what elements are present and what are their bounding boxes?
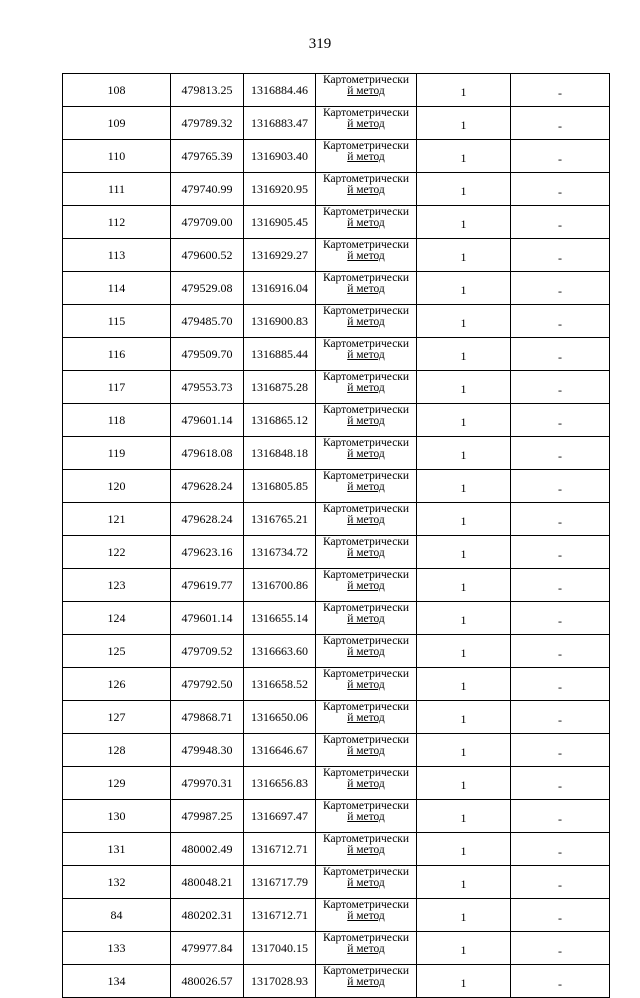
method-cell bbox=[316, 74, 417, 107]
y-coordinate-cell: 1316848.18 bbox=[244, 437, 316, 470]
point-number-cell: 117 bbox=[63, 371, 171, 404]
accuracy-cell: 1 bbox=[417, 404, 511, 437]
note-cell: - bbox=[511, 173, 610, 206]
note-cell: - bbox=[511, 536, 610, 569]
note-cell: - bbox=[511, 602, 610, 635]
point-number-cell: 114 bbox=[63, 272, 171, 305]
method-line-2: й метод bbox=[347, 481, 385, 493]
point-number-cell: 121 bbox=[63, 503, 171, 536]
accuracy-cell: 1 bbox=[417, 965, 511, 998]
method-line-1: Картометрически bbox=[322, 371, 410, 383]
point-number-cell: 84 bbox=[63, 899, 171, 932]
table-body bbox=[63, 74, 610, 998]
point-number-cell: 110 bbox=[63, 140, 171, 173]
method-line-2: й метод bbox=[347, 415, 385, 427]
method-cell bbox=[316, 239, 417, 272]
coordinates-table bbox=[62, 73, 610, 998]
method-cell bbox=[316, 536, 417, 569]
method-line-1: Картометрически bbox=[322, 701, 410, 713]
accuracy-cell: 1 bbox=[417, 371, 511, 404]
table-row bbox=[63, 404, 610, 437]
method-line-2: й метод bbox=[347, 877, 385, 889]
x-coordinate-cell: 480048.21 bbox=[171, 866, 244, 899]
method-line-1: Картометрически bbox=[322, 470, 410, 482]
y-coordinate-cell: 1316875.28 bbox=[244, 371, 316, 404]
y-coordinate-cell: 1316929.27 bbox=[244, 239, 316, 272]
x-coordinate-cell: 479792.50 bbox=[171, 668, 244, 701]
note-cell: - bbox=[511, 800, 610, 833]
method-cell bbox=[316, 305, 417, 338]
table-row bbox=[63, 107, 610, 140]
method-line-1: Картометрически bbox=[322, 734, 410, 746]
method-cell bbox=[316, 767, 417, 800]
accuracy-cell: 1 bbox=[417, 602, 511, 635]
method-line-2: й метод bbox=[347, 580, 385, 592]
x-coordinate-cell: 479868.71 bbox=[171, 701, 244, 734]
method-cell bbox=[316, 932, 417, 965]
note-cell: - bbox=[511, 338, 610, 371]
method-line-2: й метод bbox=[347, 976, 385, 988]
accuracy-cell: 1 bbox=[417, 569, 511, 602]
x-coordinate-cell: 479485.70 bbox=[171, 305, 244, 338]
table-row bbox=[63, 536, 610, 569]
method-line-1: Картометрически bbox=[322, 536, 410, 548]
point-number-cell: 134 bbox=[63, 965, 171, 998]
method-cell bbox=[316, 371, 417, 404]
note-cell: - bbox=[511, 635, 610, 668]
note-cell: - bbox=[511, 899, 610, 932]
method-cell bbox=[316, 107, 417, 140]
table-row bbox=[63, 800, 610, 833]
accuracy-cell: 1 bbox=[417, 305, 511, 338]
table-row bbox=[63, 668, 610, 701]
y-coordinate-cell: 1316655.14 bbox=[244, 602, 316, 635]
x-coordinate-cell: 479789.32 bbox=[171, 107, 244, 140]
accuracy-cell: 1 bbox=[417, 272, 511, 305]
y-coordinate-cell: 1316900.83 bbox=[244, 305, 316, 338]
note-cell: - bbox=[511, 470, 610, 503]
method-line-2: й метод bbox=[347, 778, 385, 790]
method-cell bbox=[316, 602, 417, 635]
x-coordinate-cell: 479529.08 bbox=[171, 272, 244, 305]
point-number-cell: 126 bbox=[63, 668, 171, 701]
method-line-2: й метод bbox=[347, 85, 385, 97]
y-coordinate-cell: 1316865.12 bbox=[244, 404, 316, 437]
method-line-1: Картометрически bbox=[322, 932, 410, 944]
table-row bbox=[63, 503, 610, 536]
table-row bbox=[63, 635, 610, 668]
accuracy-cell: 1 bbox=[417, 338, 511, 371]
method-line-2: й метод bbox=[347, 712, 385, 724]
y-coordinate-cell: 1316883.47 bbox=[244, 107, 316, 140]
method-line-2: й метод bbox=[347, 217, 385, 229]
method-line-1: Картометрически bbox=[322, 206, 410, 218]
note-cell: - bbox=[511, 305, 610, 338]
point-number-cell: 115 bbox=[63, 305, 171, 338]
point-number-cell: 108 bbox=[63, 74, 171, 107]
note-cell: - bbox=[511, 404, 610, 437]
x-coordinate-cell: 479509.70 bbox=[171, 338, 244, 371]
note-cell: - bbox=[511, 965, 610, 998]
method-cell bbox=[316, 668, 417, 701]
y-coordinate-cell: 1316903.40 bbox=[244, 140, 316, 173]
page-number: 319 bbox=[308, 36, 332, 52]
accuracy-cell: 1 bbox=[417, 74, 511, 107]
method-cell bbox=[316, 701, 417, 734]
method-cell bbox=[316, 272, 417, 305]
method-line-1: Картометрически bbox=[322, 140, 410, 152]
point-number-cell: 130 bbox=[63, 800, 171, 833]
note-cell: - bbox=[511, 866, 610, 899]
accuracy-cell: 1 bbox=[417, 635, 511, 668]
x-coordinate-cell: 479740.99 bbox=[171, 173, 244, 206]
y-coordinate-cell: 1317040.15 bbox=[244, 932, 316, 965]
table-row bbox=[63, 602, 610, 635]
point-number-cell: 120 bbox=[63, 470, 171, 503]
y-coordinate-cell: 1316885.44 bbox=[244, 338, 316, 371]
table-row bbox=[63, 437, 610, 470]
y-coordinate-cell: 1316805.85 bbox=[244, 470, 316, 503]
table-row bbox=[63, 371, 610, 404]
accuracy-cell: 1 bbox=[417, 140, 511, 173]
method-line-1: Картометрически bbox=[322, 602, 410, 614]
accuracy-cell: 1 bbox=[417, 470, 511, 503]
x-coordinate-cell: 479948.30 bbox=[171, 734, 244, 767]
note-cell: - bbox=[511, 206, 610, 239]
point-number-cell: 125 bbox=[63, 635, 171, 668]
method-line-1: Картометрически bbox=[322, 305, 410, 317]
method-cell bbox=[316, 635, 417, 668]
point-number-cell: 116 bbox=[63, 338, 171, 371]
x-coordinate-cell: 479601.14 bbox=[171, 602, 244, 635]
table-row bbox=[63, 206, 610, 239]
method-line-2: й метод bbox=[347, 613, 385, 625]
note-cell: - bbox=[511, 668, 610, 701]
method-line-2: й метод bbox=[347, 316, 385, 328]
x-coordinate-cell: 479987.25 bbox=[171, 800, 244, 833]
note-cell: - bbox=[511, 767, 610, 800]
method-cell bbox=[316, 800, 417, 833]
note-cell: - bbox=[511, 272, 610, 305]
note-cell: - bbox=[511, 437, 610, 470]
y-coordinate-cell: 1316905.45 bbox=[244, 206, 316, 239]
y-coordinate-cell: 1316717.79 bbox=[244, 866, 316, 899]
method-cell bbox=[316, 140, 417, 173]
note-cell: - bbox=[511, 833, 610, 866]
method-cell bbox=[316, 338, 417, 371]
accuracy-cell: 1 bbox=[417, 899, 511, 932]
table-row bbox=[63, 239, 610, 272]
point-number-cell: 109 bbox=[63, 107, 171, 140]
note-cell: - bbox=[511, 569, 610, 602]
method-line-1: Картометрически bbox=[322, 800, 410, 812]
method-line-2: й метод bbox=[347, 844, 385, 856]
method-line-2: й метод bbox=[347, 448, 385, 460]
table-row bbox=[63, 74, 610, 107]
accuracy-cell: 1 bbox=[417, 800, 511, 833]
method-line-2: й метод bbox=[347, 250, 385, 262]
method-line-1: Картометрически bbox=[322, 74, 410, 86]
note-cell: - bbox=[511, 503, 610, 536]
note-cell: - bbox=[511, 932, 610, 965]
x-coordinate-cell: 479813.25 bbox=[171, 74, 244, 107]
note-cell: - bbox=[511, 239, 610, 272]
accuracy-cell: 1 bbox=[417, 437, 511, 470]
method-line-2: й метод bbox=[347, 547, 385, 559]
x-coordinate-cell: 479977.84 bbox=[171, 932, 244, 965]
x-coordinate-cell: 479600.52 bbox=[171, 239, 244, 272]
method-line-1: Картометрически bbox=[322, 437, 410, 449]
point-number-cell: 133 bbox=[63, 932, 171, 965]
method-cell bbox=[316, 503, 417, 536]
method-cell bbox=[316, 833, 417, 866]
y-coordinate-cell: 1316712.71 bbox=[244, 899, 316, 932]
method-line-2: й метод bbox=[347, 811, 385, 823]
method-cell bbox=[316, 437, 417, 470]
method-cell bbox=[316, 569, 417, 602]
accuracy-cell: 1 bbox=[417, 173, 511, 206]
table-row bbox=[63, 701, 610, 734]
accuracy-cell: 1 bbox=[417, 668, 511, 701]
method-line-1: Картометрически bbox=[322, 965, 410, 977]
method-cell bbox=[316, 173, 417, 206]
point-number-cell: 112 bbox=[63, 206, 171, 239]
table-row bbox=[63, 305, 610, 338]
table-row bbox=[63, 833, 610, 866]
y-coordinate-cell: 1316916.04 bbox=[244, 272, 316, 305]
accuracy-cell: 1 bbox=[417, 503, 511, 536]
y-coordinate-cell: 1316663.60 bbox=[244, 635, 316, 668]
accuracy-cell: 1 bbox=[417, 734, 511, 767]
point-number-cell: 122 bbox=[63, 536, 171, 569]
x-coordinate-cell: 479709.00 bbox=[171, 206, 244, 239]
accuracy-cell: 1 bbox=[417, 107, 511, 140]
note-cell: - bbox=[511, 701, 610, 734]
method-cell bbox=[316, 470, 417, 503]
point-number-cell: 131 bbox=[63, 833, 171, 866]
table-row bbox=[63, 734, 610, 767]
table-row bbox=[63, 767, 610, 800]
point-number-cell: 129 bbox=[63, 767, 171, 800]
x-coordinate-cell: 480202.31 bbox=[171, 899, 244, 932]
method-line-1: Картометрически bbox=[322, 833, 410, 845]
accuracy-cell: 1 bbox=[417, 866, 511, 899]
accuracy-cell: 1 bbox=[417, 767, 511, 800]
point-number-cell: 119 bbox=[63, 437, 171, 470]
y-coordinate-cell: 1316734.72 bbox=[244, 536, 316, 569]
table-row bbox=[63, 899, 610, 932]
method-line-1: Картометрически bbox=[322, 866, 410, 878]
method-line-2: й метод bbox=[347, 118, 385, 130]
y-coordinate-cell: 1316700.86 bbox=[244, 569, 316, 602]
point-number-cell: 123 bbox=[63, 569, 171, 602]
method-line-2: й метод bbox=[347, 184, 385, 196]
method-line-1: Картометрически bbox=[322, 173, 410, 185]
table-row bbox=[63, 470, 610, 503]
table-row bbox=[63, 932, 610, 965]
note-cell: - bbox=[511, 107, 610, 140]
method-cell bbox=[316, 206, 417, 239]
method-line-2: й метод bbox=[347, 151, 385, 163]
accuracy-cell: 1 bbox=[417, 701, 511, 734]
table-row bbox=[63, 569, 610, 602]
y-coordinate-cell: 1316884.46 bbox=[244, 74, 316, 107]
method-line-1: Картометрически bbox=[322, 569, 410, 581]
note-cell: - bbox=[511, 371, 610, 404]
y-coordinate-cell: 1316920.95 bbox=[244, 173, 316, 206]
y-coordinate-cell: 1316656.83 bbox=[244, 767, 316, 800]
accuracy-cell: 1 bbox=[417, 833, 511, 866]
table-row bbox=[63, 338, 610, 371]
note-cell: - bbox=[511, 734, 610, 767]
table-row bbox=[63, 173, 610, 206]
table-row bbox=[63, 272, 610, 305]
y-coordinate-cell: 1316765.21 bbox=[244, 503, 316, 536]
method-line-1: Картометрически bbox=[322, 668, 410, 680]
x-coordinate-cell: 479601.14 bbox=[171, 404, 244, 437]
x-coordinate-cell: 479765.39 bbox=[171, 140, 244, 173]
point-number-cell: 127 bbox=[63, 701, 171, 734]
method-line-2: й метод bbox=[347, 745, 385, 757]
point-number-cell: 111 bbox=[63, 173, 171, 206]
y-coordinate-cell: 1316712.71 bbox=[244, 833, 316, 866]
method-line-1: Картометрически bbox=[322, 635, 410, 647]
method-line-1: Картометрически bbox=[322, 899, 410, 911]
method-cell bbox=[316, 734, 417, 767]
method-line-2: й метод bbox=[347, 514, 385, 526]
point-number-cell: 132 bbox=[63, 866, 171, 899]
point-number-cell: 124 bbox=[63, 602, 171, 635]
method-cell bbox=[316, 866, 417, 899]
point-number-cell: 113 bbox=[63, 239, 171, 272]
x-coordinate-cell: 479709.52 bbox=[171, 635, 244, 668]
table-row bbox=[63, 866, 610, 899]
method-line-2: й метод bbox=[347, 349, 385, 361]
method-line-1: Картометрически bbox=[322, 272, 410, 284]
method-line-1: Картометрически bbox=[322, 767, 410, 779]
method-line-2: й метод bbox=[347, 283, 385, 295]
method-line-1: Картометрически bbox=[322, 338, 410, 350]
x-coordinate-cell: 479618.08 bbox=[171, 437, 244, 470]
method-line-2: й метод bbox=[347, 679, 385, 691]
x-coordinate-cell: 479619.77 bbox=[171, 569, 244, 602]
note-cell: - bbox=[511, 140, 610, 173]
method-cell bbox=[316, 899, 417, 932]
accuracy-cell: 1 bbox=[417, 932, 511, 965]
method-line-2: й метод bbox=[347, 382, 385, 394]
method-line-2: й метод bbox=[347, 646, 385, 658]
point-number-cell: 128 bbox=[63, 734, 171, 767]
method-line-1: Картометрически bbox=[322, 404, 410, 416]
point-number-cell: 118 bbox=[63, 404, 171, 437]
x-coordinate-cell: 479970.31 bbox=[171, 767, 244, 800]
method-cell bbox=[316, 404, 417, 437]
method-line-1: Картометрически bbox=[322, 503, 410, 515]
y-coordinate-cell: 1317028.93 bbox=[244, 965, 316, 998]
table-row bbox=[63, 965, 610, 998]
y-coordinate-cell: 1316697.47 bbox=[244, 800, 316, 833]
y-coordinate-cell: 1316658.52 bbox=[244, 668, 316, 701]
method-cell bbox=[316, 965, 417, 998]
x-coordinate-cell: 480002.49 bbox=[171, 833, 244, 866]
accuracy-cell: 1 bbox=[417, 206, 511, 239]
accuracy-cell: 1 bbox=[417, 536, 511, 569]
x-coordinate-cell: 480026.57 bbox=[171, 965, 244, 998]
y-coordinate-cell: 1316646.67 bbox=[244, 734, 316, 767]
note-cell: - bbox=[511, 74, 610, 107]
x-coordinate-cell: 479628.24 bbox=[171, 503, 244, 536]
accuracy-cell: 1 bbox=[417, 239, 511, 272]
method-line-1: Картометрически bbox=[322, 107, 410, 119]
method-line-1: Картометрически bbox=[322, 239, 410, 251]
x-coordinate-cell: 479553.73 bbox=[171, 371, 244, 404]
y-coordinate-cell: 1316650.06 bbox=[244, 701, 316, 734]
x-coordinate-cell: 479623.16 bbox=[171, 536, 244, 569]
method-line-2: й метод bbox=[347, 910, 385, 922]
method-line-2: й метод bbox=[347, 943, 385, 955]
table-row bbox=[63, 140, 610, 173]
x-coordinate-cell: 479628.24 bbox=[171, 470, 244, 503]
